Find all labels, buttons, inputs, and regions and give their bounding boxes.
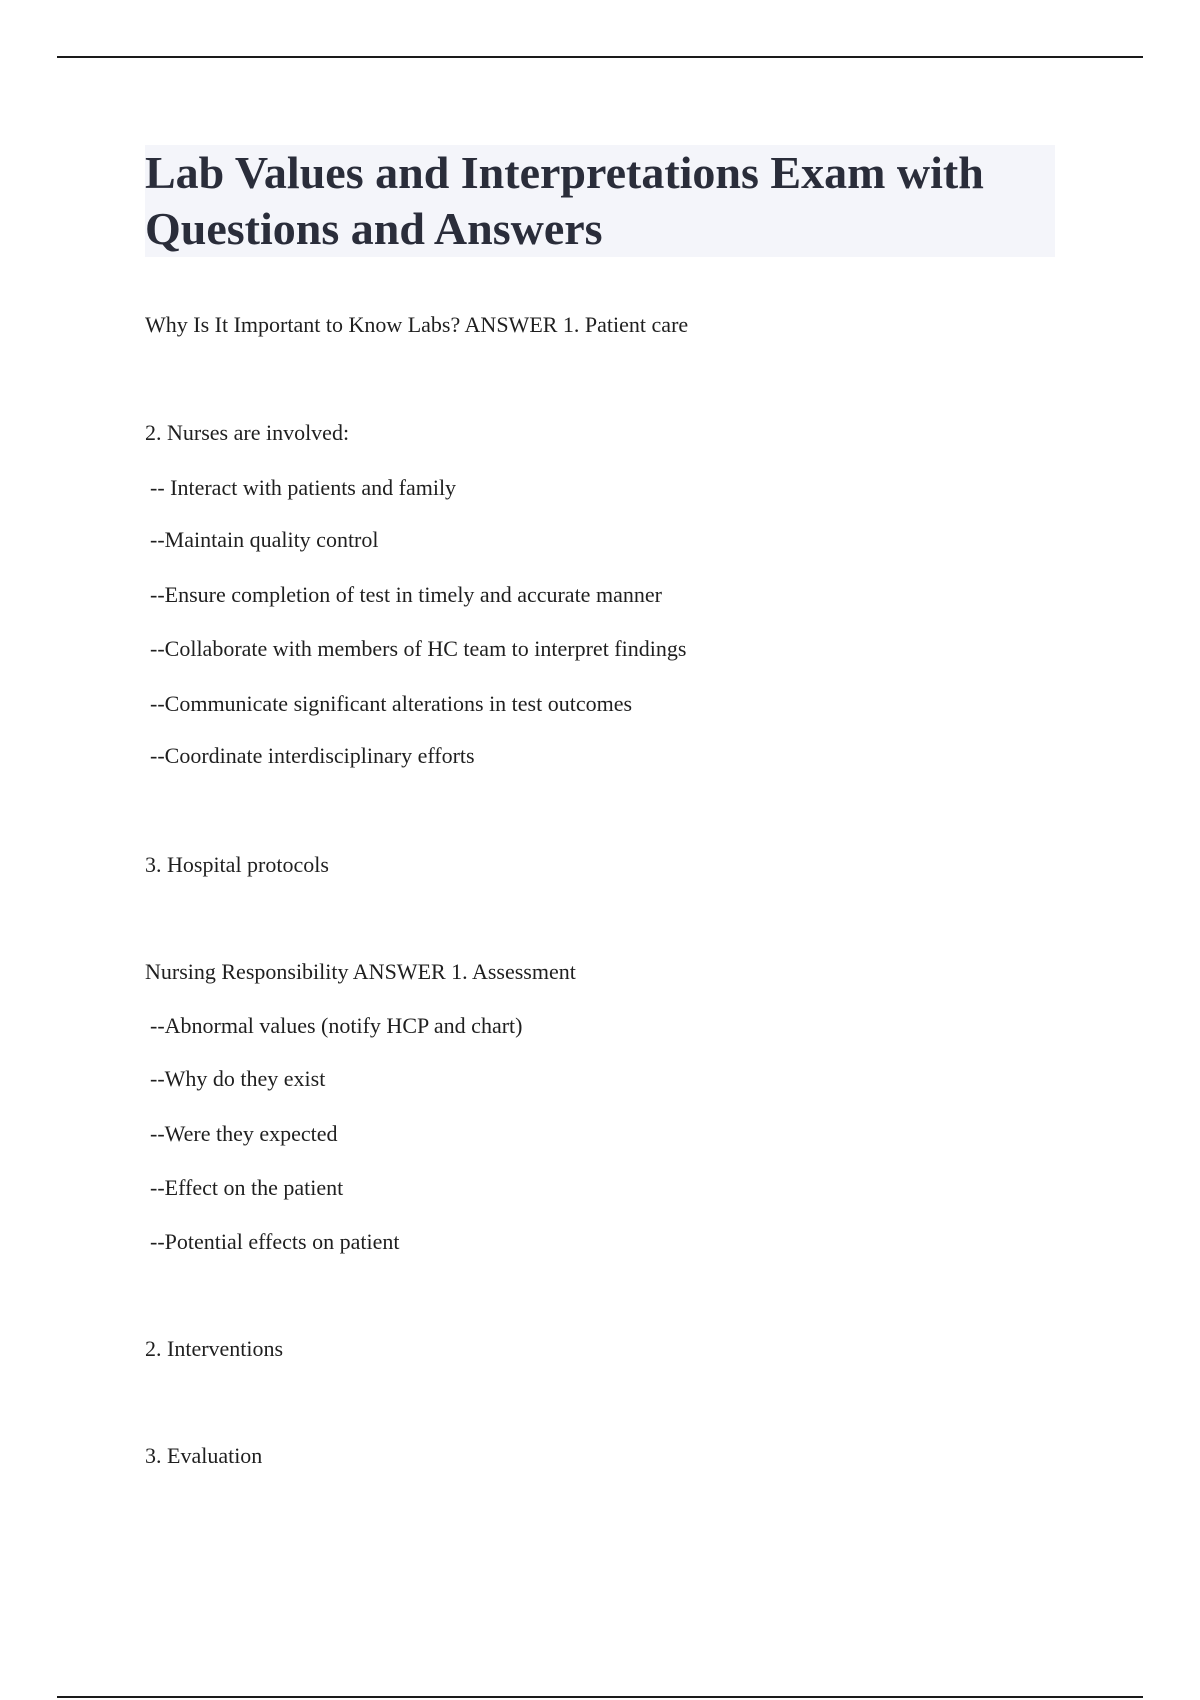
answer-subitem: --Coordinate interdisciplinary efforts bbox=[150, 743, 475, 768]
answer-item: 3. Hospital protocols bbox=[145, 852, 329, 877]
question-line: Nursing Responsibility ANSWER 1. Assessment bbox=[145, 959, 576, 984]
answer-subitem: --Collaborate with members of HC team to interpret findings bbox=[150, 636, 687, 661]
answer-subitem: --Communicate significant alterations in test outcomes bbox=[150, 691, 633, 716]
answer-subitem: --Effect on the patient bbox=[150, 1175, 344, 1200]
answer-subitem: --Abnormal values (notify HCP and chart) bbox=[150, 1013, 523, 1038]
answer-item: 3. Evaluation bbox=[145, 1443, 263, 1468]
answer-subitem: --Potential effects on patient bbox=[150, 1229, 400, 1254]
bottom-rule bbox=[57, 1696, 1143, 1698]
answer-subitem: --Were they expected bbox=[150, 1121, 338, 1146]
top-rule bbox=[57, 56, 1143, 58]
answer-item: 2. Nurses are involved: bbox=[145, 420, 350, 445]
answer-subitem: --Why do they exist bbox=[150, 1066, 326, 1091]
title-block bbox=[145, 145, 1055, 257]
answer-subitem: -- Interact with patients and family bbox=[150, 475, 457, 500]
answer-subitem: --Ensure completion of test in timely and accurate manner bbox=[150, 582, 662, 607]
document-title: Lab Values and Interpretations Exam with Questions and Answers bbox=[145, 147, 984, 254]
question-line: Why Is It Important to Know Labs? ANSWER 1. Patient care bbox=[145, 312, 689, 337]
answer-subitem: --Maintain quality control bbox=[150, 527, 379, 552]
answer-item: 2. Interventions bbox=[145, 1336, 284, 1361]
